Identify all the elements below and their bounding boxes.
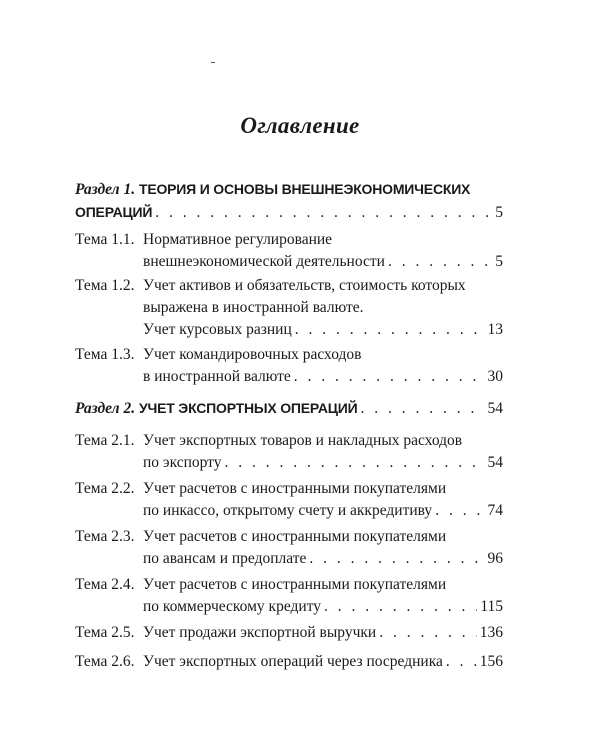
dot-leader [155, 202, 492, 224]
section-label: Раздел 2. [75, 400, 136, 417]
topic-title-line-1: Учет расчетов с иностранными покупателями [143, 480, 447, 497]
toc-topic-2-3[interactable] [75, 526, 503, 570]
page-number: 74 [487, 502, 503, 519]
topic-title-line-1: Учет расчетов с иностранными покупателями [143, 528, 447, 545]
dot-leader [309, 548, 484, 570]
page-number: 54 [487, 454, 503, 471]
topic-title-line-2: по инкассо, открытому счету и аккредитиву [143, 502, 433, 519]
section-title-line-1: УЧЕТ ЭКСПОРТНЫХ ОПЕРАЦИЙ [138, 400, 358, 416]
topic-number: Тема 2.5. [75, 624, 135, 641]
topic-title-line-1: Учет расчетов с иностранными покупателями [143, 576, 447, 593]
page-number: 30 [487, 368, 503, 385]
topic-title-line-2: по экспорту [143, 454, 222, 471]
page-title: Оглавление [240, 113, 360, 138]
topic-number: Тема 2.6. [75, 653, 135, 670]
dot-leader [295, 319, 485, 341]
topic-title-line-1: Учет экспортных операций через посредника [143, 653, 443, 670]
topic-title-line-1: Нормативное регулирование [143, 231, 333, 248]
toc-topic-2-6[interactable] [75, 651, 503, 673]
toc-topic-1-1[interactable] [75, 229, 503, 273]
page-number: 136 [479, 624, 503, 641]
topic-title-line-2: выражена в иностранной валюте. [143, 299, 364, 316]
dot-leader [361, 398, 485, 420]
toc-topic-2-4[interactable] [75, 574, 503, 618]
topic-title-line-1: Учет продажи экспортной выручки [143, 624, 377, 641]
topic-number: Тема 2.1. [75, 432, 135, 449]
topic-number: Тема 1.3. [75, 346, 135, 363]
topic-title-line-2: по коммерческому кредиту [143, 598, 322, 615]
dot-leader [388, 251, 492, 273]
toc-topic-2-5[interactable] [75, 622, 503, 644]
dot-leader [294, 366, 485, 388]
page-number: 54 [487, 400, 503, 417]
section-title-line-1: ТЕОРИЯ И ОСНОВЫ ВНЕШНЕЭКОНОМИЧЕСКИХ [138, 181, 471, 197]
page-number: 96 [487, 550, 503, 567]
topic-number: Тема 2.3. [75, 528, 135, 545]
dot-leader [435, 500, 484, 522]
dot-leader [446, 651, 477, 673]
topic-title-line-2: в иностранной валюте [143, 368, 291, 385]
topic-title-line-2: по авансам и предоплате [143, 550, 307, 567]
topic-number: Тема 1.2. [75, 277, 135, 294]
page-number: 13 [487, 321, 503, 338]
dot-leader [379, 622, 477, 644]
toc-section-2[interactable] [75, 397, 503, 420]
toc-topic-1-2[interactable] [75, 275, 503, 341]
topic-number: Тема 1.1. [75, 231, 135, 248]
toc-topic-2-1[interactable] [75, 430, 503, 474]
page-number: 115 [480, 598, 503, 615]
page-number: 5 [495, 253, 503, 270]
section-label: Раздел 1. [75, 181, 136, 198]
topic-title-line-3: Учет курсовых разниц [143, 321, 292, 338]
dot-leader [225, 452, 485, 474]
toc-topic-1-3[interactable] [75, 344, 503, 388]
topic-title-line-1: Учет активов и обязательств, стоимость которых [143, 277, 466, 294]
topic-title-line-1: Учет экспортных товаров и накладных расходов [143, 432, 463, 449]
dot-leader [324, 596, 477, 618]
section-title-line-2: ОПЕРАЦИЙ [75, 204, 153, 220]
topic-number: Тема 2.2. [75, 480, 135, 497]
topic-title-line-1: Учет командировочных расходов [143, 346, 362, 363]
toc-section-1[interactable] [75, 178, 503, 224]
page-number: 156 [479, 653, 503, 670]
toc-topic-2-2[interactable] [75, 478, 503, 522]
topic-number: Тема 2.4. [75, 576, 135, 593]
scan-speck [211, 62, 215, 63]
topic-title-line-2: внешнеэкономической деятельности [143, 253, 385, 270]
page-number: 5 [495, 204, 503, 221]
